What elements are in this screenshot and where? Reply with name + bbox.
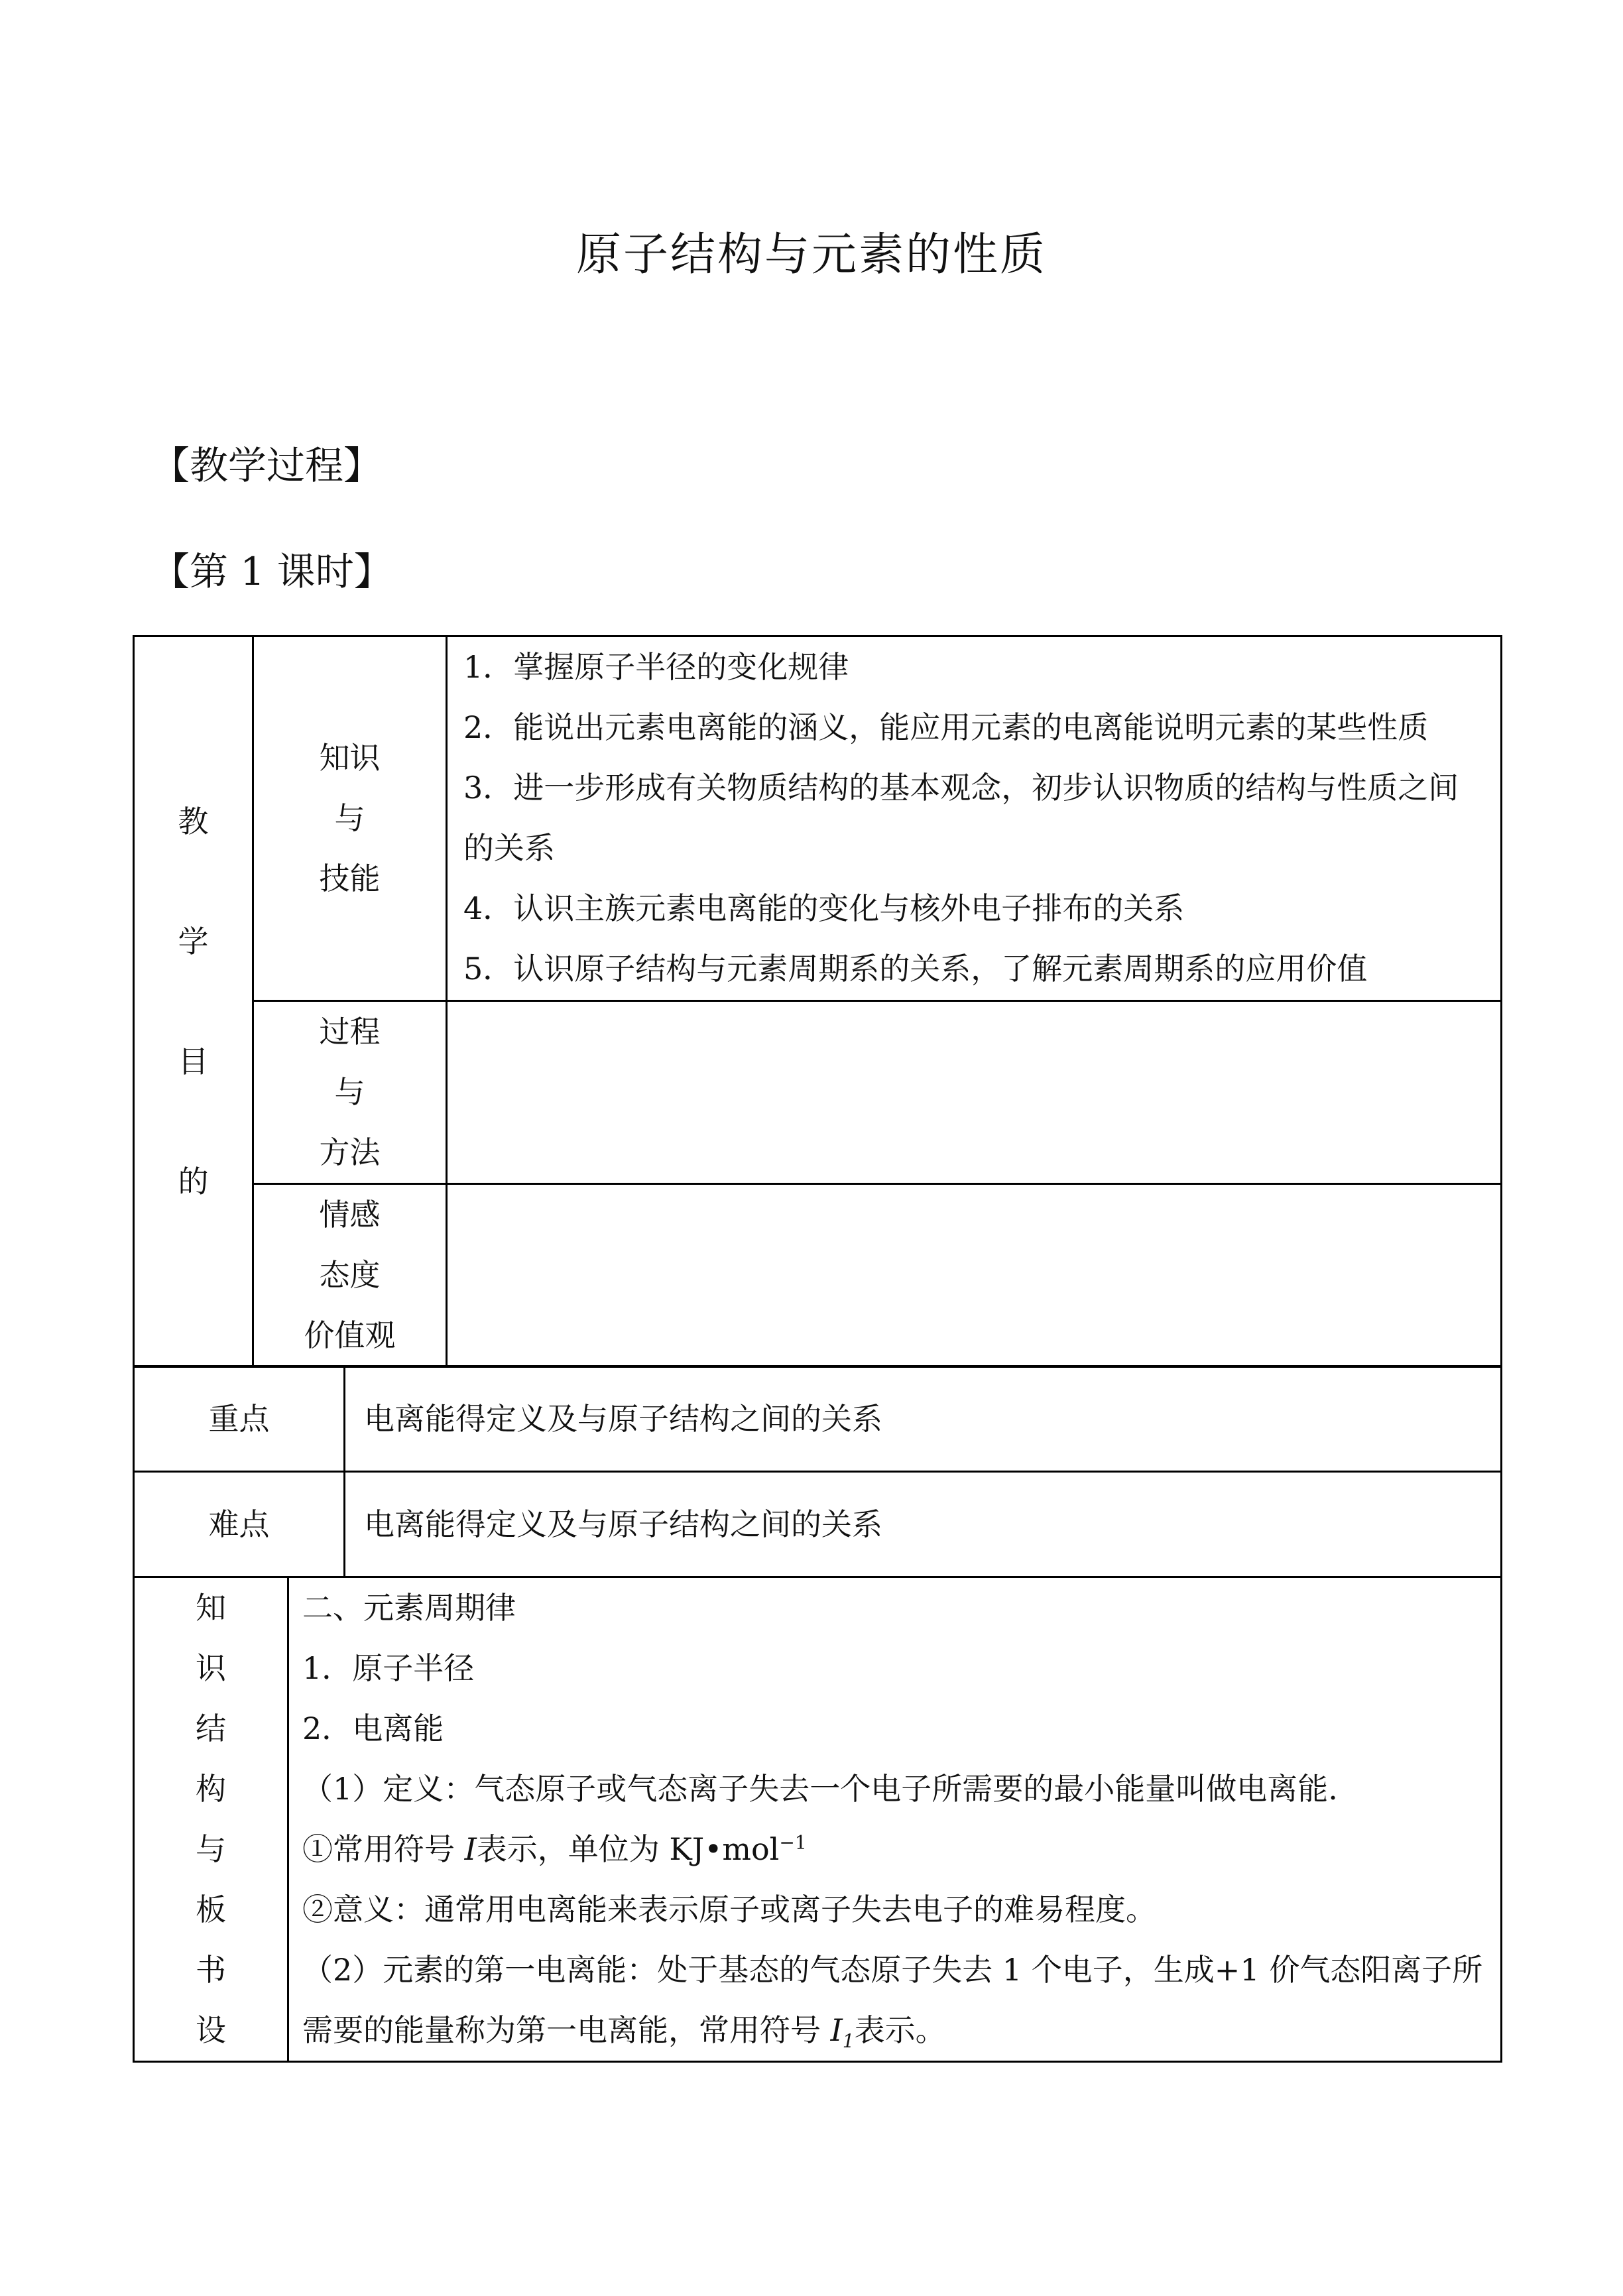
knowledge-item: 2．能说出元素电离能的涵义，能应用元素的电离能说明元素的某些性质 — [463, 709, 1429, 745]
knowledge-item: 3．进一步形成有关物质结构的基本观念，初步认识物质的结构与性质之间的关系 — [463, 770, 1459, 866]
structure-line-symbol: ①常用符号 I表示，单位为 KJ•mol$^{-1}$ — [302, 1831, 807, 1867]
structure-line-first-ionization: （2）元素的第一电离能：处于基态的气态原子失去 1 个电子，生成+1 价气态阳离子所需要的能量称为第一电离能，常用符号 $I_1$表示。 — [302, 1952, 1483, 2053]
process-methods-content — [447, 1001, 1502, 1184]
knowledge-structure-label: 知 识 结 构 与 板 书 设 — [134, 1577, 288, 2062]
structure-line: 2．电离能 — [302, 1711, 444, 1746]
structure-line: ②意义：通常用电离能来表示原子或离子失去电子的难易程度。 — [302, 1892, 1156, 1927]
knowledge-skills-label: 知识 与 技能 — [253, 636, 447, 1001]
key-difficulty-table — [133, 1365, 1502, 1578]
objectives-label: 教 学 目 的 — [134, 636, 253, 1367]
emotion-values-label: 情感 态度 价值观 — [253, 1184, 447, 1367]
difficulty-label: 难点 — [134, 1472, 345, 1577]
knowledge-item: 5．认识原子结构与元素周期系的关系，了解元素周期系的应用价值 — [463, 951, 1368, 987]
knowledge-structure-table — [133, 1576, 1502, 2063]
key-point-label: 重点 — [134, 1366, 345, 1472]
process-methods-label: 过程 与 方法 — [253, 1001, 447, 1184]
emotion-values-content — [447, 1184, 1502, 1367]
heading-lesson-1: 【第 1 课时】 — [151, 549, 392, 594]
heading-teaching-process: 【教学过程】 — [151, 443, 383, 488]
structure-line: 二、元素周期律 — [302, 1590, 516, 1626]
knowledge-structure-content — [288, 1577, 1502, 2062]
difficulty-text: 电离能得定义及与原子结构之间的关系 — [345, 1472, 1502, 1577]
objectives-table — [133, 635, 1502, 1368]
knowledge-item: 4．认识主族元素电离能的变化与核外电子排布的关系 — [463, 890, 1185, 926]
key-point-text: 电离能得定义及与原子结构之间的关系 — [345, 1366, 1502, 1472]
knowledge-skills-content — [447, 636, 1502, 1001]
structure-line: （1）定义：气态原子或气态离子失去一个电子所需要的最小能量叫做电离能. — [302, 1771, 1338, 1807]
document-title: 原子结构与元素的性质 — [575, 229, 1047, 281]
knowledge-item: 1．掌握原子半径的变化规律 — [463, 649, 849, 685]
structure-line: 1．原子半径 — [302, 1650, 475, 1686]
